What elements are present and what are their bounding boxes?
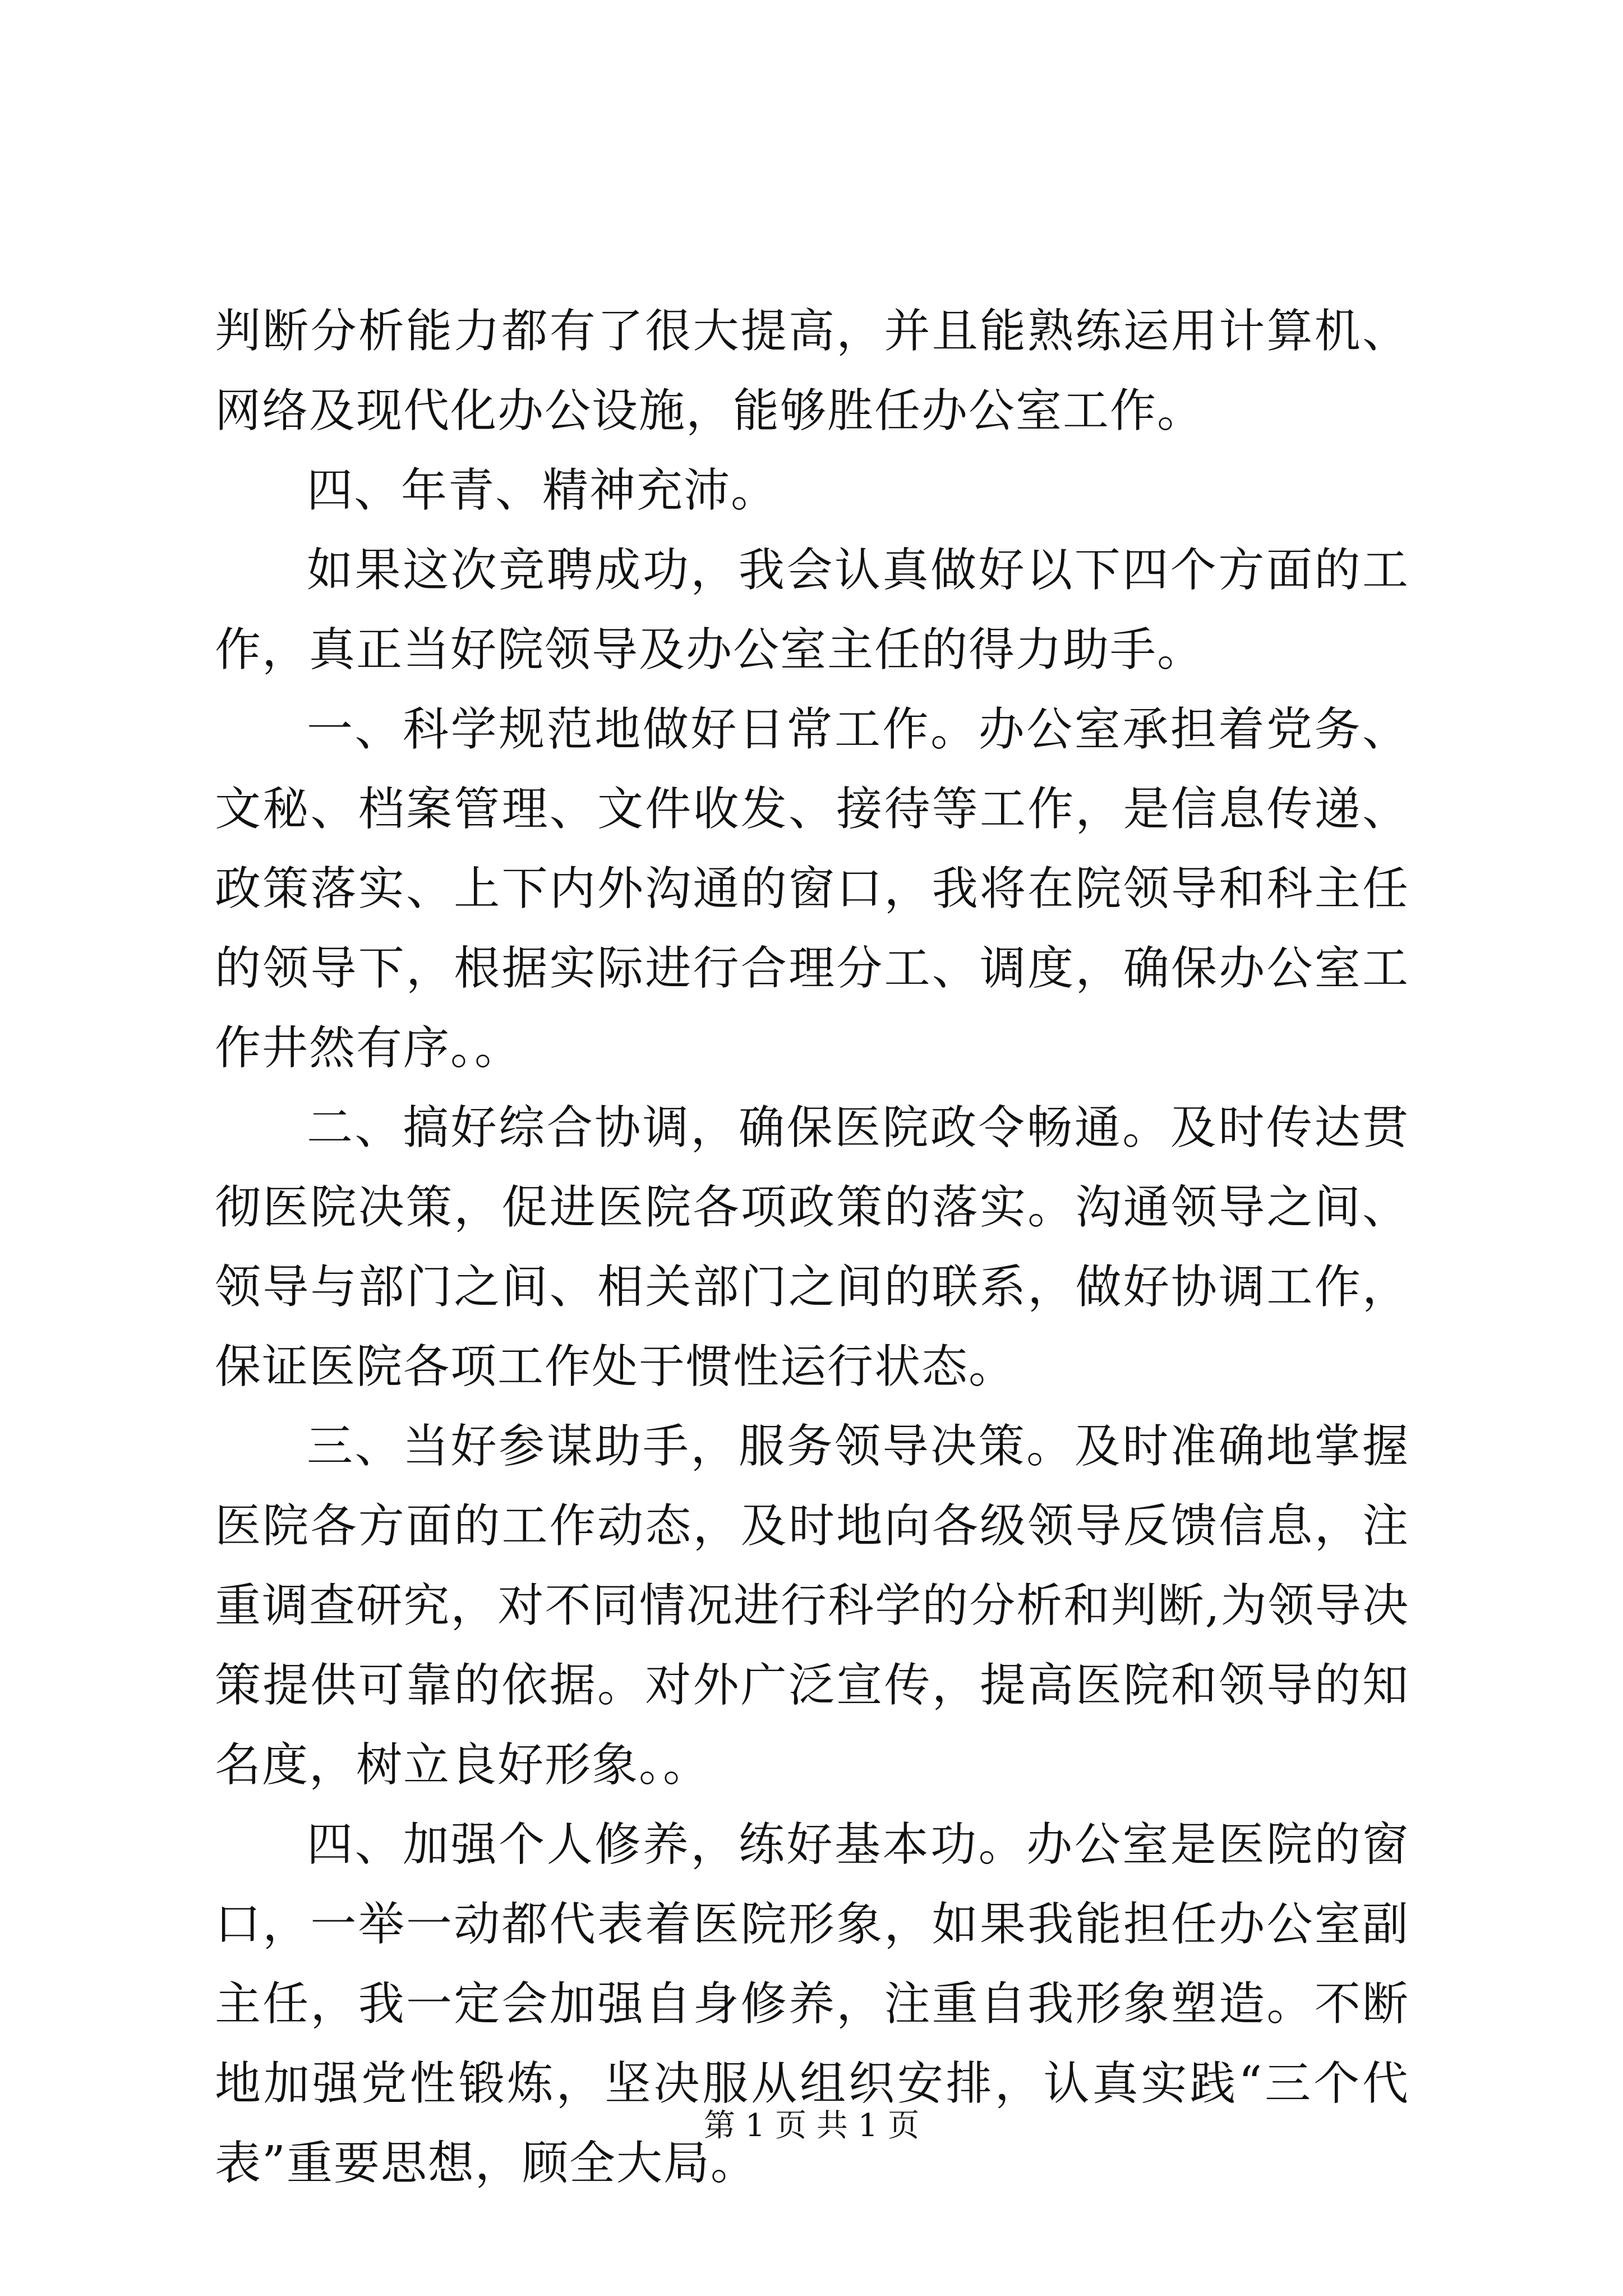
paragraph-continuation: 判断分析能力都有了很大提高，并且能熟练运用计算机、网络及现代化办公设施，能够胜任办公室工作。 [215,305,1409,438]
paragraph-plan-three: 三、当好参谋助手，服务领导决策。及时准确地掌握医院各方面的工作动态，及时地向各级领导反馈信息，注重调查研究，对不同情况进行科学的分析和判断,为领导决策提供可靠的依据。对外广泛宣传，提高医院和领导的知名度，树立良好形象。。 [215,1420,1409,1792]
paragraph-intro-plan: 如果这次竞聘成功，我会认真做好以下四个方面的工作，真正当好院领导及办公室主任的得力助手。 [215,544,1409,677]
paragraph-point-four-youth: 四、年青、精神充沛。 [307,464,778,517]
document-body [215,292,1409,2203]
page-footer: 第 1 页 共 1 页 [703,2108,920,2144]
paragraph-plan-one: 一、科学规范地做好日常工作。办公室承担着党务、文秘、档案管理、文件收发、接待等工作，是信息传递、政策落实、上下内外沟通的窗口，我将在院领导和科主任的领导下，根据实际进行合理分工、调度，确保办公室工作井然有序。。 [215,703,1409,1075]
paragraph-plan-two: 二、搞好综合协调，确保医院政令畅通。及时传达贯彻医院决策，促进医院各项政策的落实。沟通领导之间、领导与部门之间、相关部门之间的联系，做好协调工作，保证医院各项工作处于惯性运行状态。 [215,1101,1409,1393]
paragraph-plan-four: 四、加强个人修养，练好基本功。办公室是医院的窗口，一举一动都代表着医院形象，如果我能担任办公室副主任，我一定会加强自身修养，注重自我形象塑造。不断地加强党性锻炼，坚决服从组织安排，认真实践“三个代表”重要思想，顾全大局。 [215,1818,1409,2190]
